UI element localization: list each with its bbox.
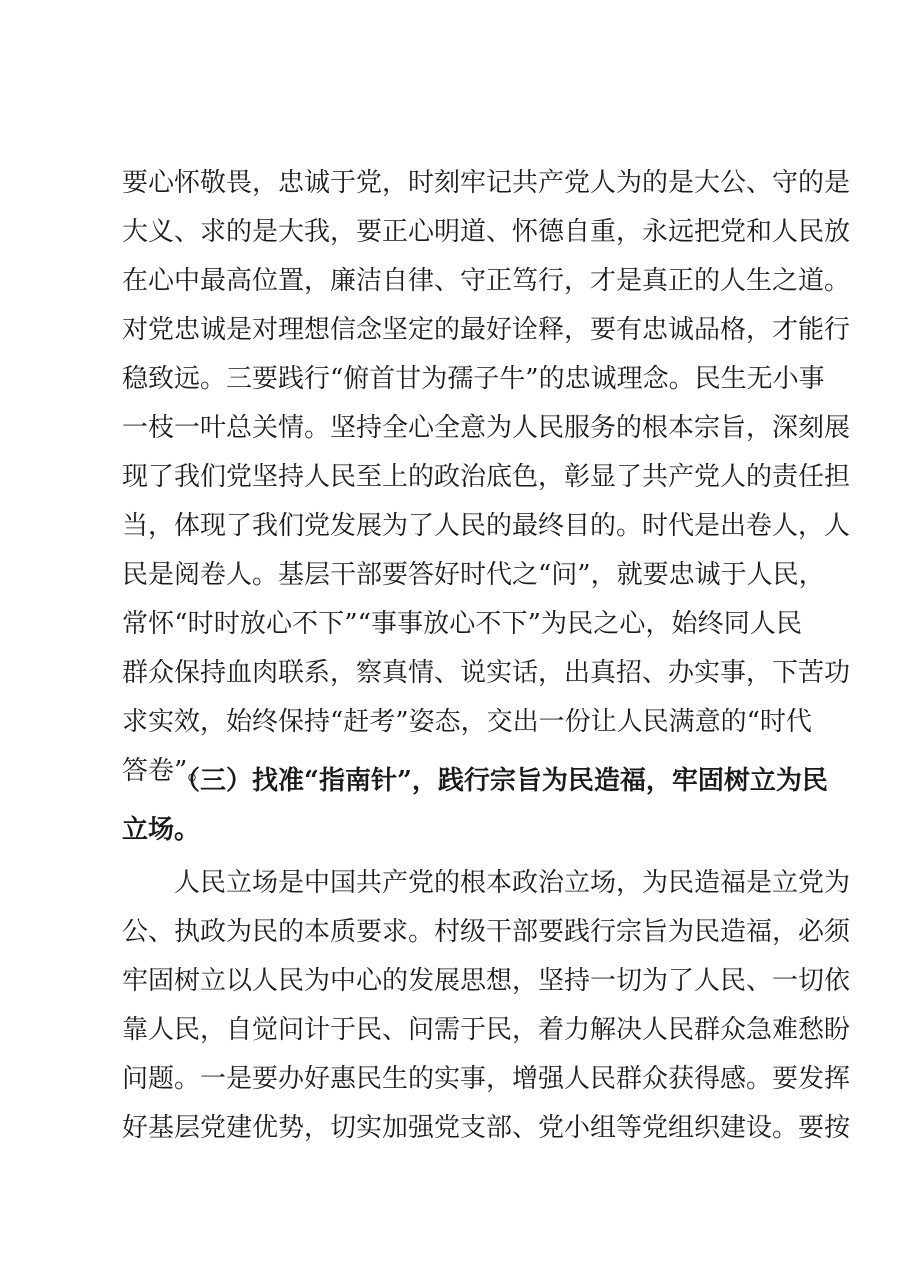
text-line: 稳致远。三要践行“俯首甘为孺子牛”的忠诚理念。民生无小事 [122,364,825,394]
heading-line: （三）找准“指南针”，践行宗旨为民造福，牢固树立为民 [174,766,828,796]
text-line: 大义、求的是大我，要正心明道、怀德自重，永远把党和人民放 [122,217,851,247]
text-line: 人民立场是中国共产党的根本政治立场，为民造福是立党为 [174,868,851,898]
text-line: 当，体现了我们党发展为了人民的最终目的。时代是出卷人，人 [122,511,851,541]
text-line: 答卷”。 [122,756,214,786]
paragraph-people-stance [122,859,851,1153]
text-line: 群众保持血肉联系，察真情、说实话，出真招、办实事，下苦功 [122,658,851,688]
text-line: 要心怀敬畏，忠诚于党，时刻牢记共产党人为的是大公、守的是 [122,168,851,198]
text-line: 问题。一是要办好惠民生的实事，增强人民群众获得感。要发挥 [122,1064,851,1094]
heading-line: 立场。 [122,815,201,845]
paragraph-loyalty-continued [122,159,851,796]
text-line: 求实效，始终保持“赶考”姿态，交出一份让人民满意的“时代 [122,707,812,737]
section-heading [122,757,828,855]
text-line: 牢固树立以人民为中心的发展思想，坚持一切为了人民、一切依 [122,966,851,996]
text-line: 现了我们党坚持人民至上的政治底色，彰显了共产党人的责任担 [122,462,851,492]
text-line: 靠人民，自觉问计于民、问需于民，着力解决人民群众急难愁盼 [122,1015,851,1045]
text-line: 常怀“时时放心不下”“事事放心不下”为民之心，始终同人民 [122,609,802,639]
text-line: 对党忠诚是对理想信念坚定的最好诠释，要有忠诚品格，才能行 [122,315,851,345]
text-line: 好基层党建优势，切实加强党支部、党小组等党组织建设。要按 [122,1113,851,1143]
text-line: 一枝一叶总关情。坚持全心全意为人民服务的根本宗旨，深刻展 [122,413,851,443]
text-line: 公、执政为民的本质要求。村级干部要践行宗旨为民造福，必须 [122,917,851,947]
text-line: 民是阅卷人。基层干部要答好时代之“问”，就要忠诚于人民， [122,560,825,590]
text-line: 在心中最高位置，廉洁自律、守正笃行，才是真正的人生之道。 [122,266,851,296]
